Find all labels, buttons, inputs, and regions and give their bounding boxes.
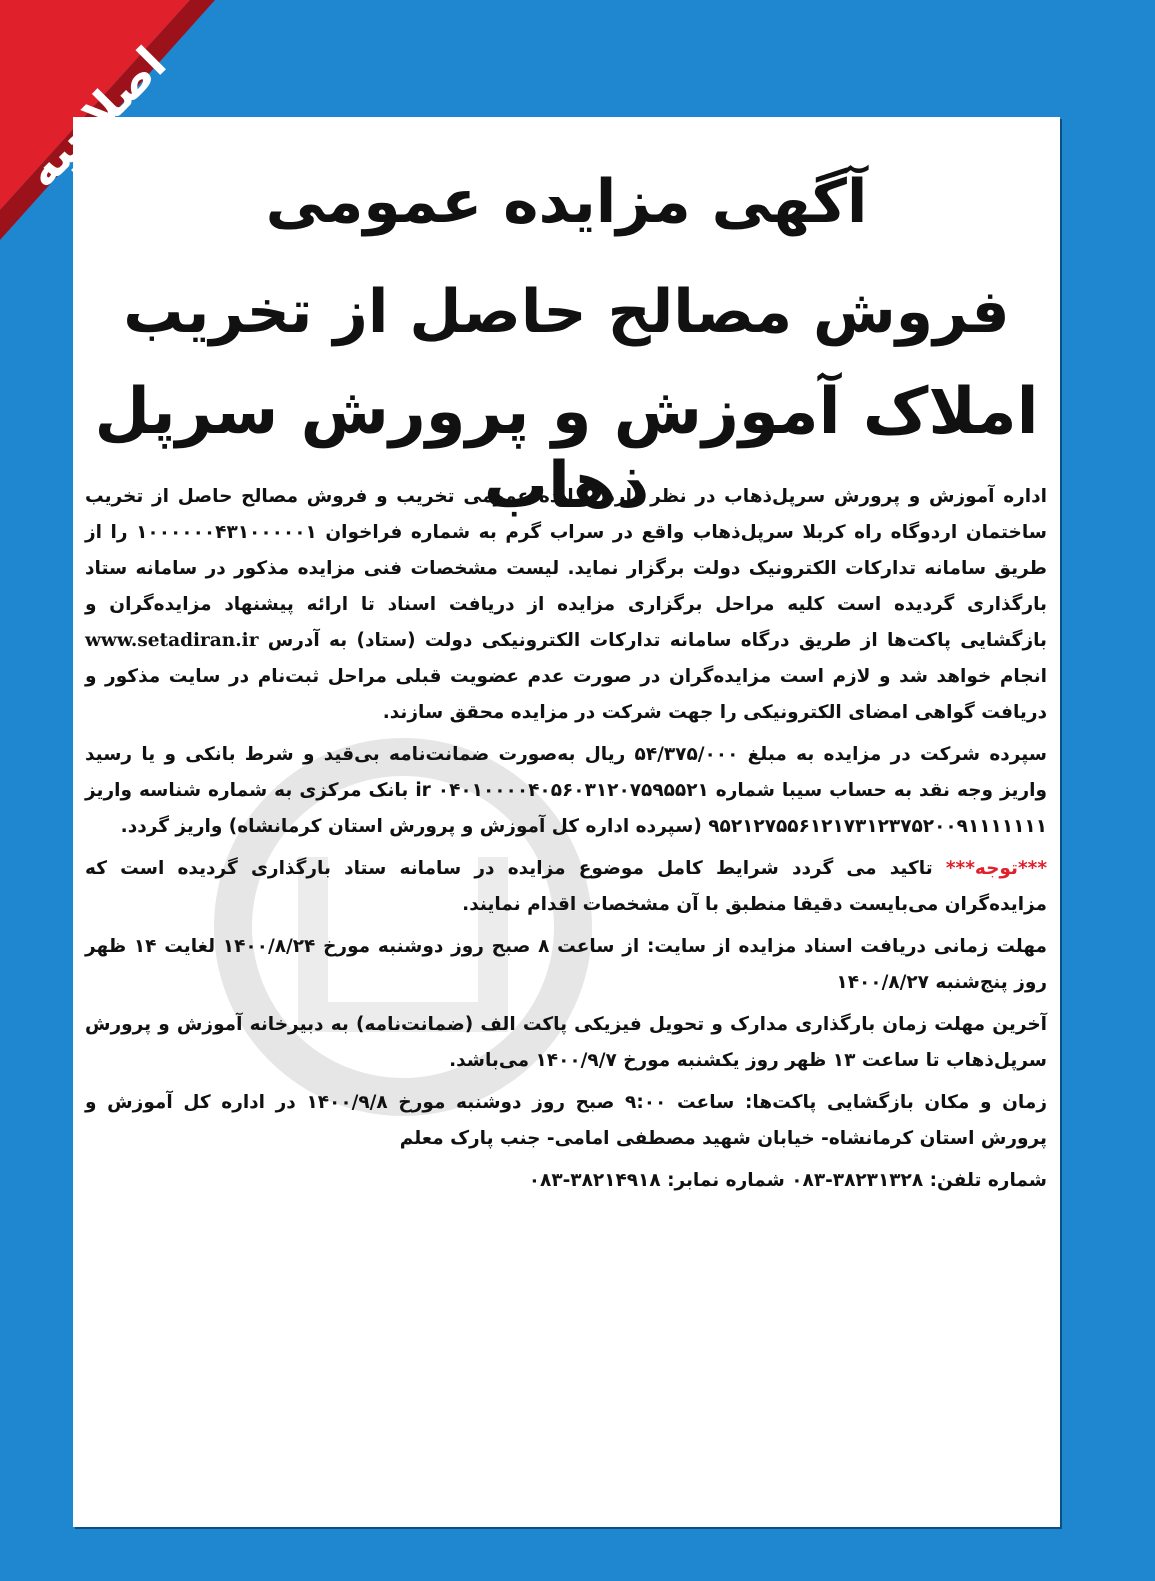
headline-line-2: فروش مصالح حاصل از تخریب <box>123 277 1010 347</box>
note-text: تاکید می گردد شرایط کامل موضوع مزایده در سامانه ستاد بارگذاری گردیده است که مزایده‌گران می‌بایست دقیقا منطبق با آن مشخصات اقدام نمایند. <box>85 858 1047 915</box>
paragraph-upload-deadline: آخرین مهلت زمان بارگذاری مدارک و تحویل فیزیکی پاکت الف (ضمانت‌نامه) به دبیرخانه آموزش و پرورش سرپل‌ذهاب تا ساعت ۱۳ ظهر روز یکشنبه مورخ ۱۴۰۰/۹/۷ می‌باشد. <box>85 1014 1047 1071</box>
notice-body <box>85 479 1047 1205</box>
headline-line-3: املاک آموزش و پرورش سرپل ذهاب <box>94 375 1039 523</box>
headline-line-1: آگهی مزایده عمومی <box>265 167 868 237</box>
paragraph-document-deadline: مهلت زمانی دریافت اسناد مزایده از سایت: از ساعت ۸ صبح روز دوشنبه مورخ ۱۴۰۰/۸/۲۴ لغایت ۱۴ ظهر روز پنج‌شنبه ۱۴۰۰/۸/۲۷ <box>85 936 1048 993</box>
paragraph-note <box>85 851 1047 923</box>
paragraph-contact: شماره تلفن: ۳۸۲۳۱۳۲۸-۰۸۳ شماره نمابر: ۳۸۲۱۴۹۱۸-۰۸۳ <box>528 1170 1047 1191</box>
note-label: ***توجه*** <box>945 858 1047 879</box>
notice-paper <box>73 117 1060 1527</box>
paragraph-deposit: سپرده شرکت در مزایده به مبلغ ۵۴/۳۷۵/۰۰۰ ریال به‌صورت ضمانت‌نامه بی‌قید و شرط بانکی و یا رسید واریز وجه نقد به حساب سیبا شماره ir ۰۴۰۱۰۰۰۰۴۰۵۶۰۳۱۲۰۷۵۹۵۵۲۱ بانک مرکزی به شماره شناسه واریز ۹۵۲۱۲۷۵۵۶۱۲۱۷۳۱۲۳۷۵۲۰۰۹۱۱۱۱۱۱۱ (سپرده اداره کل آموزش و پرورش استان کرمانشاه) واریز گردد. <box>85 744 1047 837</box>
intro-text-a: اداره آموزش و پرورش سرپل‌ذهاب در نظر دارد مزایده عمومی تخریب و فروش مصالح حاصل از تخریب ساختمان اردوگاه راه کربلا سرپل‌ذهاب واقع در سراب گرم به شماره فراخوان ۱۰۰۰۰۰۰۴۳۱۰۰۰۰۰۱ را از طریق سامانه تدارکات الکترونیک دولت برگزار نماید. لیست مشخصات فنی مزایده مذکور در سامانه ستاد بارگذاری گردیده است کلیه مراحل برگزاری مزایده از دریافت اسناد تا ارائه پیشنهاد مزایده‌گران و بازگشایی پاکت‌ها از طریق درگاه سامانه تدارکات الکترونیکی دولت (ستاد) به آدرس <box>85 486 1047 651</box>
paragraph-intro <box>85 479 1047 731</box>
intro-text-b: انجام خواهد شد و لازم است مزایده‌گران در صورت عدم عضویت قبلی مراحل ثبت‌نام در سایت مذکور و دریافت گواهی امضای الکترونیکی را جهت شرکت در مزایده محقق سازند. <box>85 666 1047 723</box>
setadiran-link[interactable]: www.setadiran.ir <box>85 630 259 651</box>
paragraph-opening: زمان و مکان بازگشایی پاکت‌ها: ساعت ۹:۰۰ صبح روز دوشنبه مورخ ۱۴۰۰/۹/۸ در اداره کل آموزش و پرورش استان کرمانشاه- خیابان شهید مصطفی امامی- جنب پارک معلم <box>85 1092 1047 1149</box>
